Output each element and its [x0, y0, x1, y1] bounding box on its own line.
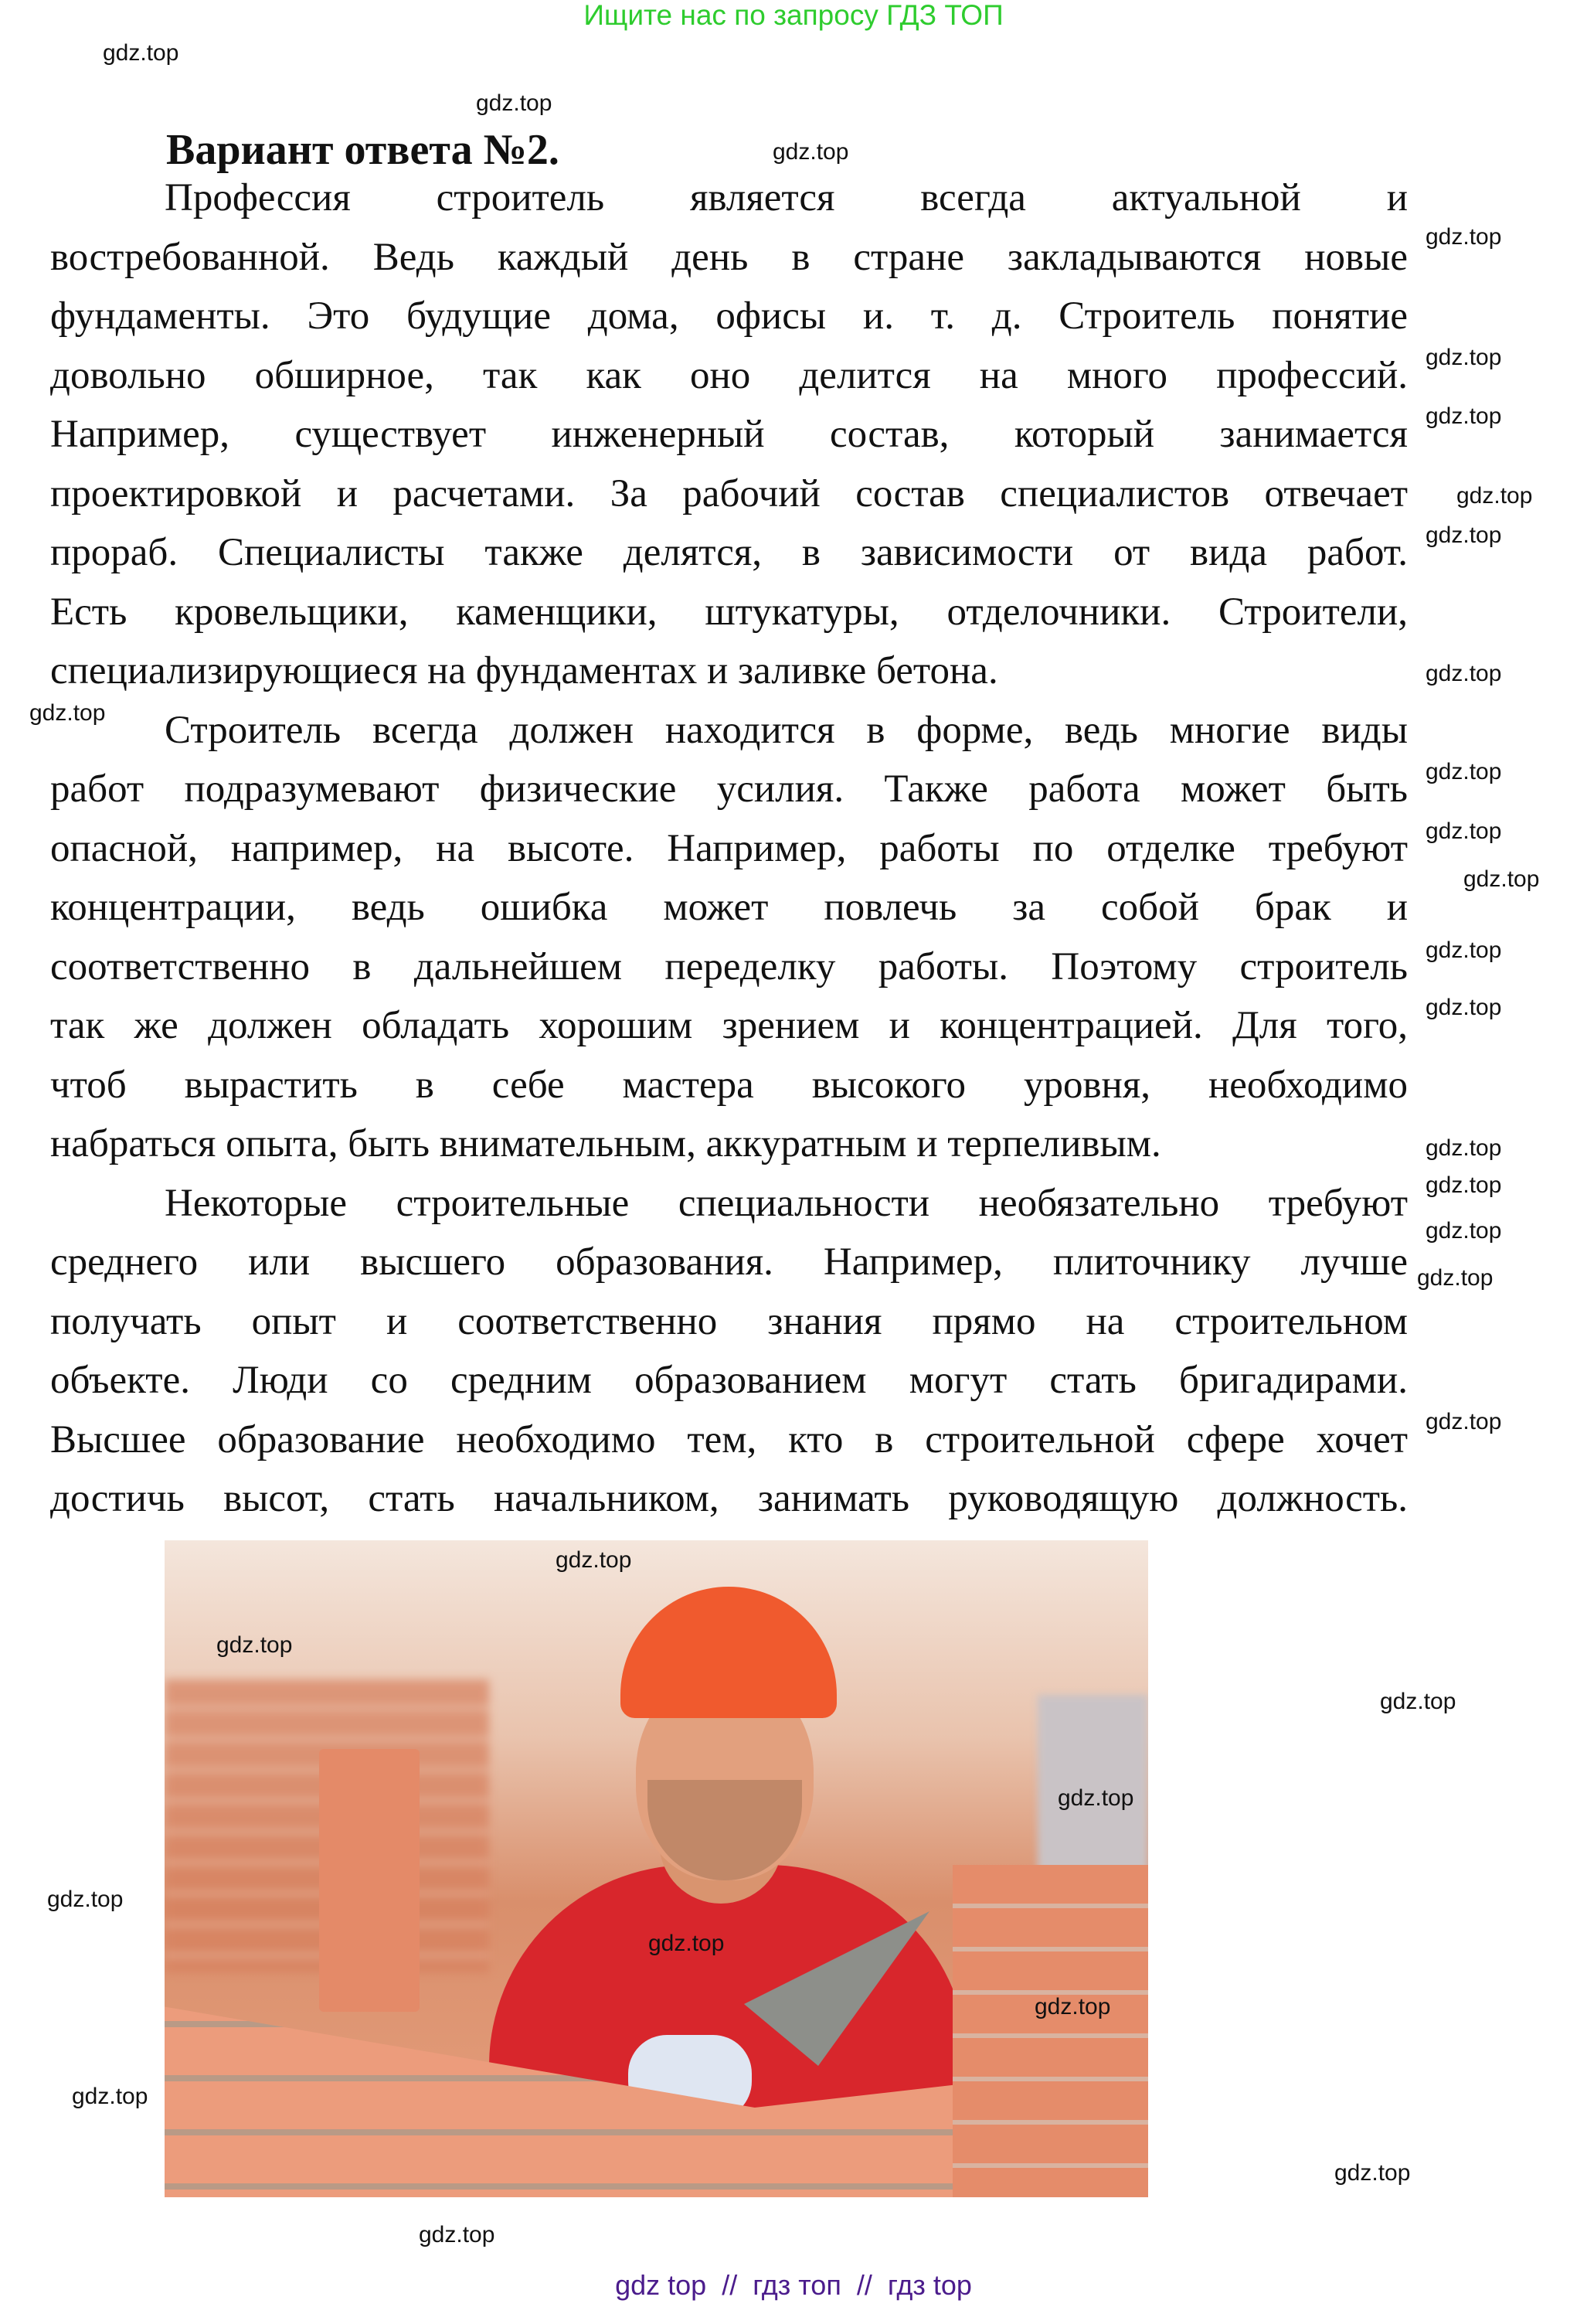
text-line: довольно обширное, так как оно делится на много профессий. — [50, 353, 1408, 397]
builder-photo — [165, 1540, 1148, 2197]
watermark: gdz.top — [1334, 2160, 1411, 2186]
watermark: gdz.top — [476, 90, 552, 116]
text-line: достичь высот, стать начальником, занимать руководящую должность. — [50, 1477, 1408, 1520]
text-line: Например, существует инженерный состав, который занимается — [50, 413, 1408, 456]
watermark: gdz.top — [1456, 483, 1533, 509]
watermark: gdz.top — [1463, 866, 1540, 892]
watermark: gdz.top — [1426, 995, 1502, 1020]
text-line: объекте. Люди со средним образованием могут стать бригадирами. — [50, 1359, 1408, 1402]
watermark: gdz.top — [1426, 1409, 1502, 1434]
text-line: Есть кровельщики, каменщики, штукатуры, отделочники. Строители, — [50, 590, 1408, 634]
watermark: gdz.top — [1380, 1689, 1456, 1714]
text-line: фундаменты. Это будущие дома, офисы и. т. д. Строитель понятие — [50, 294, 1408, 338]
watermark: gdz.top — [1426, 522, 1502, 548]
watermark: gdz.top — [1426, 1218, 1502, 1244]
text-line: работ подразумевают физические усилия. Также работа может быть — [50, 767, 1408, 811]
watermark: gdz.top — [29, 700, 106, 726]
watermark: gdz.top — [556, 1547, 632, 1573]
watermark: gdz.top — [47, 1887, 124, 1912]
helmet — [620, 1587, 837, 1718]
watermark: gdz.top — [1426, 818, 1502, 844]
text-line: чтоб вырастить в себе мастера высокого уровня, необходимо — [50, 1063, 1408, 1107]
text-line: среднего или высшего образования. Например, плиточнику лучше — [50, 1240, 1408, 1284]
text-line: получать опыт и соответственно знания прямо на строительном — [50, 1299, 1408, 1343]
watermark: gdz.top — [1035, 1994, 1111, 2019]
text-line: Профессия строитель является всегда актуальной и — [165, 176, 1408, 219]
watermark: gdz.top — [103, 40, 179, 66]
watermark: gdz.top — [1426, 661, 1502, 686]
text-line: так же должен обладать хорошим зрением и концентрацией. Для того, — [50, 1004, 1408, 1047]
watermark: gdz.top — [1426, 937, 1502, 963]
watermark: gdz.top — [216, 1632, 293, 1658]
footer-links[interactable]: gdz top // гдз топ // гдз top — [615, 2269, 972, 2301]
text-line: набраться опыта, быть внимательным, аккуратным и терпеливым. — [50, 1122, 1161, 1165]
watermark: gdz.top — [773, 139, 849, 165]
text-line: специализирующиеся на фундаментах и заливке бетона. — [50, 649, 998, 692]
answer-title: Вариант ответа №2. — [166, 126, 559, 174]
text-line: Высшее образование необходимо тем, кто в строительной сфере хочет — [50, 1417, 1408, 1461]
text-line: прораб. Специалисты также делятся, в зависимости от вида работ. — [50, 531, 1408, 574]
watermark: gdz.top — [1426, 224, 1502, 250]
watermark: gdz.top — [1426, 403, 1502, 429]
search-banner: Ищите нас по запросу ГДЗ ТОП — [583, 0, 1004, 31]
text-line: опасной, например, на высоте. Например, работы по отделке требуют — [50, 826, 1408, 870]
text-line: Строитель всегда должен находится в форме, ведь многие виды — [165, 708, 1408, 752]
text-line: концентрации, ведь ошибка может повлечь за собой брак и — [50, 886, 1408, 929]
watermark: gdz.top — [648, 1931, 725, 1956]
watermark: gdz.top — [1426, 1135, 1502, 1161]
watermark: gdz.top — [1058, 1785, 1134, 1811]
standing-brick — [319, 1749, 420, 2012]
right-wall — [953, 1865, 1148, 2197]
text-line: проектировкой и расчетами. За рабочий состав специалистов отвечает — [50, 471, 1408, 515]
watermark: gdz.top — [419, 2222, 495, 2247]
watermark: gdz.top — [1426, 759, 1502, 784]
watermark: gdz.top — [1426, 1172, 1502, 1198]
watermark: gdz.top — [1417, 1265, 1494, 1291]
watermark: gdz.top — [72, 2084, 148, 2109]
text-line: соответственно в дальнейшем переделку работы. Поэтому строитель — [50, 944, 1408, 988]
text-line: Некоторые строительные специальности необязательно требуют — [165, 1181, 1408, 1225]
text-line: востребованной. Ведь каждый день в стране закладываются новые — [50, 235, 1408, 279]
watermark: gdz.top — [1426, 345, 1502, 370]
